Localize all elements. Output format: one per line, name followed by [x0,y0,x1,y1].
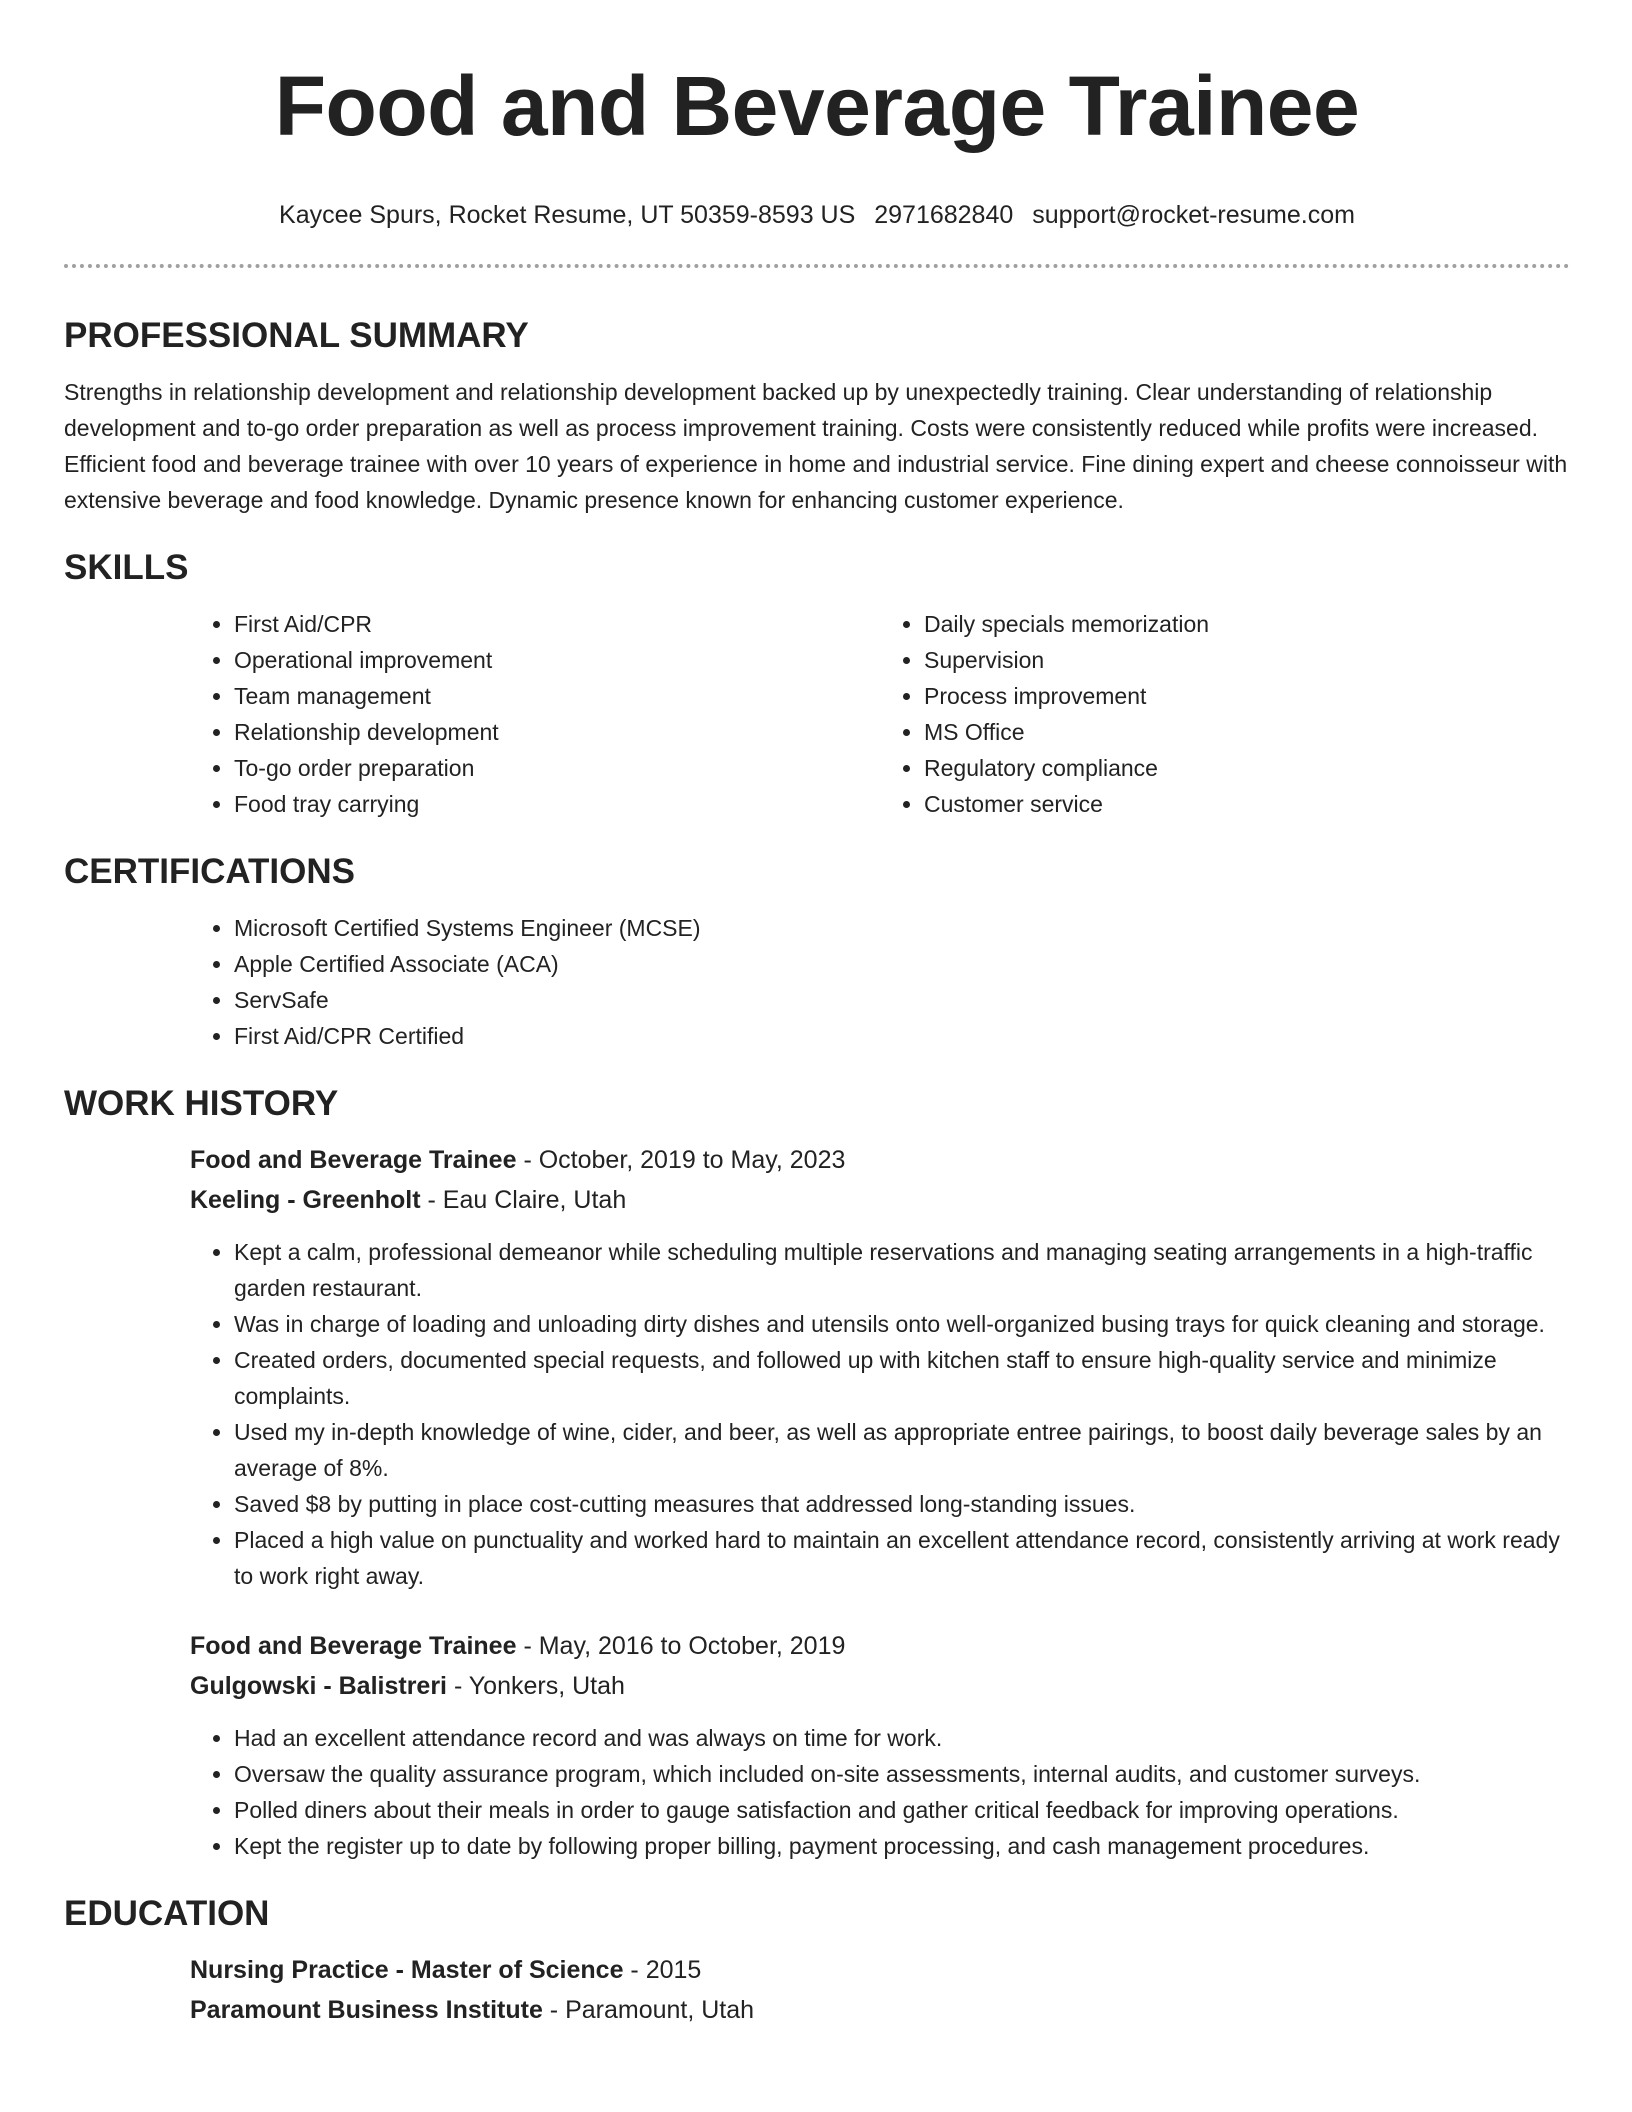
degree-name: Nursing Practice - Master of Science [190,1956,624,1984]
job-title: Food and Beverage Trainee [190,1146,517,1174]
degree-line [190,1950,1570,1990]
skills-list-left [190,606,880,822]
certifications-heading: CERTIFICATIONS [64,852,356,891]
job-company-line [190,1180,1570,1220]
job-bullet: • Was in charge of loading and unloading dirty dishes and utensils onto well-organized busing trays for quick cleaning and storage. [234,1306,1570,1342]
job-bullet: • Saved $8 by putting in place cost-cutting measures that addressed long-standing issues. [234,1486,1570,1522]
degree-year: - 2015 [623,1956,702,1984]
job-title-line [190,1140,1570,1180]
skill-item: • Food tray carrying [234,786,880,822]
skill-item: • Supervision [924,642,1570,678]
job-dates: - May, 2016 to October, 2019 [516,1632,846,1660]
job-bullet: • Placed a high value on punctuality and worked hard to maintain an excellent attendance record, consistently arriving at work ready to work right away. [234,1522,1570,1594]
job-bullet: • Kept the register up to date by following proper billing, payment processing, and cash management procedures. [234,1828,1570,1864]
skill-item: • Customer service [924,786,1570,822]
skill-item: • Relationship development [234,714,880,750]
job-entry [190,1140,1570,1594]
job-dates: - October, 2019 to May, 2023 [516,1146,846,1174]
work-history-heading: WORK HISTORY [64,1084,339,1123]
skills-columns [190,606,1570,822]
job-bullet: • Polled diners about their meals in order to gauge satisfaction and gather critical feedback for improving operations. [234,1792,1570,1828]
job-bullets [190,1720,1570,1864]
address-text: Kaycee Spurs, Rocket Resume, UT 50359-8593 US [279,201,856,229]
job-title-line [190,1626,1570,1666]
job-bullet: • Created orders, documented special requests, and followed up with kitchen staff to ensure high-quality service and minimize complaints. [234,1342,1570,1414]
header-divider [64,264,1570,268]
school-line [190,1990,1570,2030]
school-name: Paramount Business Institute [190,1996,543,2024]
certification-item: • Apple Certified Associate (ACA) [234,946,1570,982]
certification-item: • First Aid/CPR Certified [234,1018,1570,1054]
job-company: Gulgowski - Balistreri [190,1672,448,1700]
job-bullet: • Kept a calm, professional demeanor while scheduling multiple reservations and managing seating arrangements in a high-traffic garden restaurant. [234,1234,1570,1306]
skills-heading: SKILLS [64,548,189,587]
contact-line [64,200,1570,230]
job-company-line [190,1666,1570,1706]
education-heading: EDUCATION [64,1894,270,1933]
skill-item: • To-go order preparation [234,750,880,786]
summary-text: Strengths in relationship development and relationship development backed up by unexpectedly training. Clear understanding of relationship development and to-go order preparation as well as process improvement training. Costs were consistently reduced while profits were increased. Efficient food and beverage trainee with over 10 years of experience in home and industrial service. Fine dining expert and cheese connoisseur with extensive beverage and food knowledge. Dynamic presence known for enhancing customer experience. [64,379,1568,513]
resume-title: Food and Beverage Trainee [274,59,1360,153]
summary-heading: PROFESSIONAL SUMMARY [64,316,529,355]
job-location: - Yonkers, Utah [447,1672,625,1700]
skill-item: • Team management [234,678,880,714]
job-bullet: • Had an excellent attendance record and was always on time for work. [234,1720,1570,1756]
skill-item: • First Aid/CPR [234,606,880,642]
skill-item: • MS Office [924,714,1570,750]
job-entry [190,1626,1570,1864]
job-location: - Eau Claire, Utah [420,1186,627,1214]
skill-item: • Process improvement [924,678,1570,714]
skill-item: • Regulatory compliance [924,750,1570,786]
job-company: Keeling - Greenholt [190,1186,421,1214]
certification-item: • Microsoft Certified Systems Engineer (MCSE) [234,910,1570,946]
job-bullets [190,1234,1570,1594]
job-title: Food and Beverage Trainee [190,1632,517,1660]
skill-item: • Operational improvement [234,642,880,678]
job-bullet: • Used my in-depth knowledge of wine, cider, and beer, as well as appropriate entree pairings, to boost daily beverage sales by an average of 8%. [234,1414,1570,1486]
certifications-list [190,910,1570,1054]
education-entry [190,1950,1570,2030]
resume-page [64,0,1570,2030]
phone-text: 2971682840 [874,201,1014,229]
skill-item: • Daily specials memorization [924,606,1570,642]
email-text: support@rocket-resume.com [1032,201,1355,229]
certification-item: • ServSafe [234,982,1570,1018]
skills-list-right [880,606,1570,822]
school-location: - Paramount, Utah [542,1996,755,2024]
job-bullet: • Oversaw the quality assurance program, which included on-site assessments, internal audits, and customer surveys. [234,1756,1570,1792]
